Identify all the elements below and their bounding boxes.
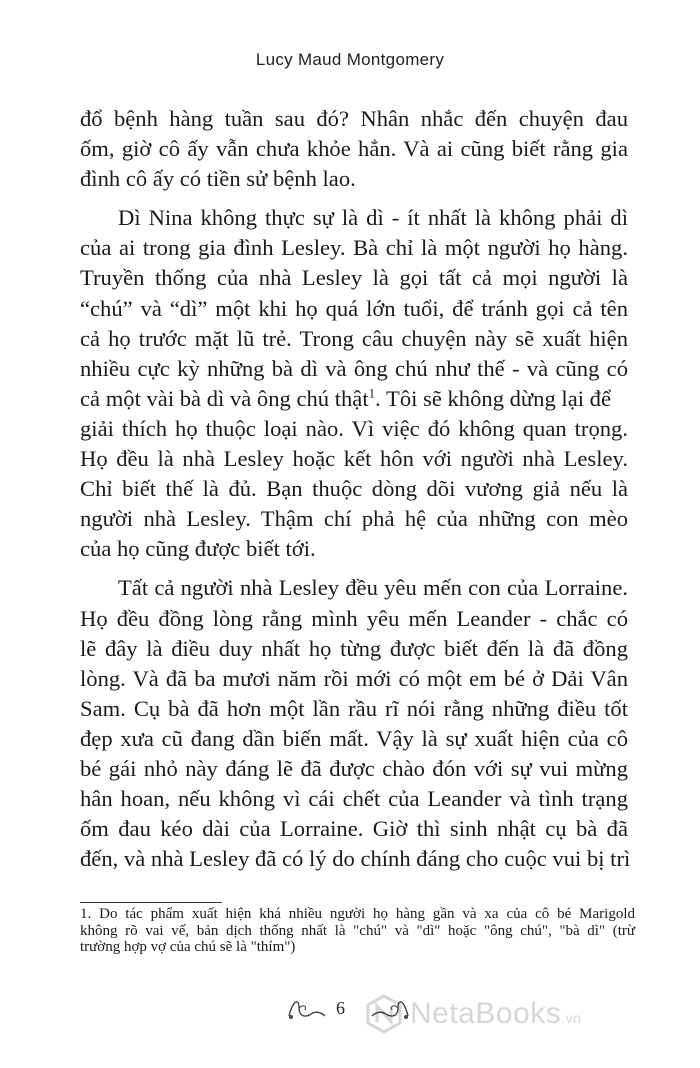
paragraph-1: [80, 104, 628, 194]
footnote-line: trường hợp vợ của chú sẽ là "thím"): [80, 939, 296, 956]
footnote-line: 1. Do tác phẩm xuất hiện khá nhiều người họ hàng gần và xa của cô bé Marigold: [80, 906, 635, 922]
text-segment: . Tôi sẽ không dừng lại để: [375, 385, 611, 411]
text-line: “chú” và “dì” một khi họ quá lớn tuổi, để tránh gọi cả tên: [80, 295, 628, 321]
text-line: Chỉ biết thế là đủ. Bạn thuộc dòng dõi vương giả nếu là: [80, 476, 628, 502]
text-segment: cả một vài bà dì và ông chú thật: [80, 385, 369, 411]
watermark-logo-icon: [364, 994, 404, 1034]
page-footer: [0, 990, 700, 1030]
watermark-suffix: .vn: [561, 1010, 582, 1026]
footnote: [80, 906, 635, 956]
text-line: Truyền thống của nhà Lesley là gọi tất cả mọi người là: [80, 265, 628, 291]
paragraph-2: [80, 203, 628, 564]
watermark-text: [410, 997, 581, 1031]
watermark: [364, 994, 581, 1034]
flourish-left-icon: [285, 994, 327, 1022]
text-line: đình cô ấy có tiền sử bệnh lao.: [80, 166, 356, 192]
body-text: [80, 104, 631, 874]
text-line: cả họ trước mặt lũ trẻ. Trong câu chuyện này sẽ xuất hiện: [80, 325, 628, 351]
text-line: Họ đều là nhà Lesley hoặc kết hôn với người nhà Lesley.: [80, 446, 628, 472]
text-line-with-footnote: [80, 384, 628, 414]
text-line: lẽ đây là điều duy nhất họ từng được biết đến là đã đồng: [80, 635, 628, 661]
text-line: đổ bệnh hàng tuần sau đó? Nhân nhắc đến chuyện đau: [80, 106, 628, 131]
text-line: Dì Nina không thực sự là dì - ít nhất là không phải dì: [118, 205, 628, 231]
text-line: bé gái nhỏ này đáng lẽ đã được chào đón với sự vui mừng: [80, 755, 628, 781]
text-line: Tất cả người nhà Lesley đều yêu mến con của Lorraine.: [118, 575, 628, 601]
text-line: ốm, giờ cô ấy vẫn chưa khỏe hẳn. Và ai cũng biết rằng gia: [80, 136, 628, 162]
text-line: ốm đau kéo dài của Lorraine. Giờ thì sinh nhật cụ bà đã: [80, 816, 628, 842]
text-line: hân hoan, nếu không vì cái chết của Leander và tình trạng: [80, 786, 628, 812]
text-line: Sam. Cụ bà đã hơn một lần rầu rĩ nói rằng những điều tốt: [80, 695, 628, 721]
running-header-author: Lucy Maud Montgomery: [255, 50, 445, 69]
footnote-line: không rõ vai vế, bản dịch thống nhất là "chú" và "dì" hoặc "ông chú", "bà dì" (trừ: [80, 922, 635, 939]
text-line: người nhà Lesley. Thậm chí phả hệ của những con mèo: [80, 506, 628, 532]
text-line: đến, và nhà Lesley đã có lý do chính đáng cho cuộc vui bị trì: [80, 846, 631, 872]
text-line: của ai trong gia đình Lesley. Bà chỉ là một người họ hàng.: [80, 235, 628, 261]
footnote-reference[interactable]: 1: [368, 385, 376, 401]
text-line: Họ đều đồng lòng rằng mình yêu mến Leander - chắc có: [80, 605, 628, 631]
page-number: 6: [336, 998, 345, 1018]
text-line: lòng. Và đã ba mươi năm rồi mới có một em bé ở Dải Vân: [80, 665, 628, 691]
text-line: của họ cũng được biết tới.: [80, 536, 316, 562]
watermark-brand: NetaBooks: [410, 997, 562, 1030]
paragraph-3: [80, 573, 631, 874]
text-line: nhiều cực kỳ những bà dì và ông chú như thế - và cũng có: [80, 355, 628, 381]
text-line: đẹp xưa cũ đang dần biến mất. Vậy là sự xuất hiện của cô: [80, 725, 628, 751]
text-line: giải thích họ thuộc loại nào. Vì việc đó không quan trọng.: [80, 415, 628, 441]
footnote-divider: [80, 902, 222, 903]
